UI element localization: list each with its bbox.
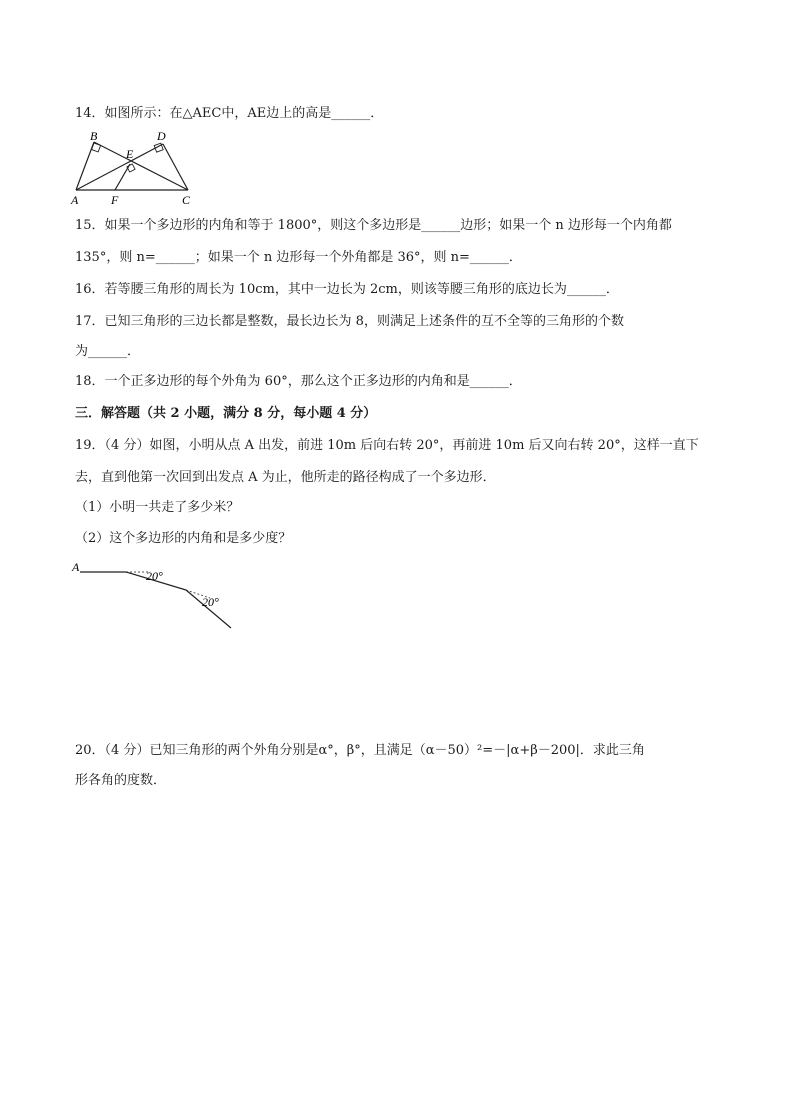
q15-line2: 135°，则 n=______；如果一个 n 边形每一个外角都是 36°，则 n=______． (75, 250, 522, 265)
q17-line1: 17．已知三角形的三边长都是整数，最长边长为 8，则满足上述条件的互不全等的三角形的个数 (75, 314, 624, 329)
q19-sub1: （1）小明一共走了多少米？ (75, 500, 240, 515)
label-c: C (182, 193, 191, 207)
q20-line2: 形各角的度数． (75, 773, 167, 788)
label-a: A (71, 193, 79, 207)
q19-sub2: （2）这个多边形的内角和是多少度？ (75, 531, 292, 546)
q19-line1: 19．（4 分）如图，小明从点 A 出发，前进 10m 后向右转 20°，再前进 10m 后又向右转 20°，这样一直下 (75, 438, 699, 453)
section-3-heading: 三．解答题（共 2 小题，满分 8 分，每小题 4 分） (75, 406, 377, 421)
label-a-start: A (72, 560, 80, 574)
q14-figure (70, 128, 200, 212)
label-d: D (157, 129, 166, 143)
q19-figure (70, 558, 240, 637)
q14-text: 14．如图所示：在△AEC中，AE边上的高是______． (75, 106, 384, 121)
angle-label-2: 20° (202, 595, 219, 609)
angle-label-1: 20° (146, 569, 163, 583)
q18-text: 18．一个正多边形的每个外角为 60°，那么这个正多边形的内角和是______． (75, 374, 522, 389)
label-e: E (126, 147, 134, 161)
q15-line1: 15．如果一个多边形的内角和等于 1800°，则这个多边形是______边形；如果一个 n 边形每一个内角都 (75, 218, 672, 233)
path-diagram (70, 558, 240, 633)
q16-text: 16．若等腰三角形的周长为 10cm，其中一边长为 2cm，则该等腰三角形的底边长为______． (75, 282, 619, 297)
q20-line1: 20．（4 分）已知三角形的两个外角分别是α°，β°，且满足（α－50）²=－|α+β－200|．求此三角 (75, 743, 645, 758)
label-f: F (111, 193, 119, 207)
q17-line2: 为______． (75, 344, 141, 359)
label-b: B (90, 129, 98, 143)
q19-line2: 去，直到他第一次回到出发点 A 为止，他所走的路径构成了一个多边形． (75, 470, 496, 485)
triangle-diagram (70, 128, 200, 208)
